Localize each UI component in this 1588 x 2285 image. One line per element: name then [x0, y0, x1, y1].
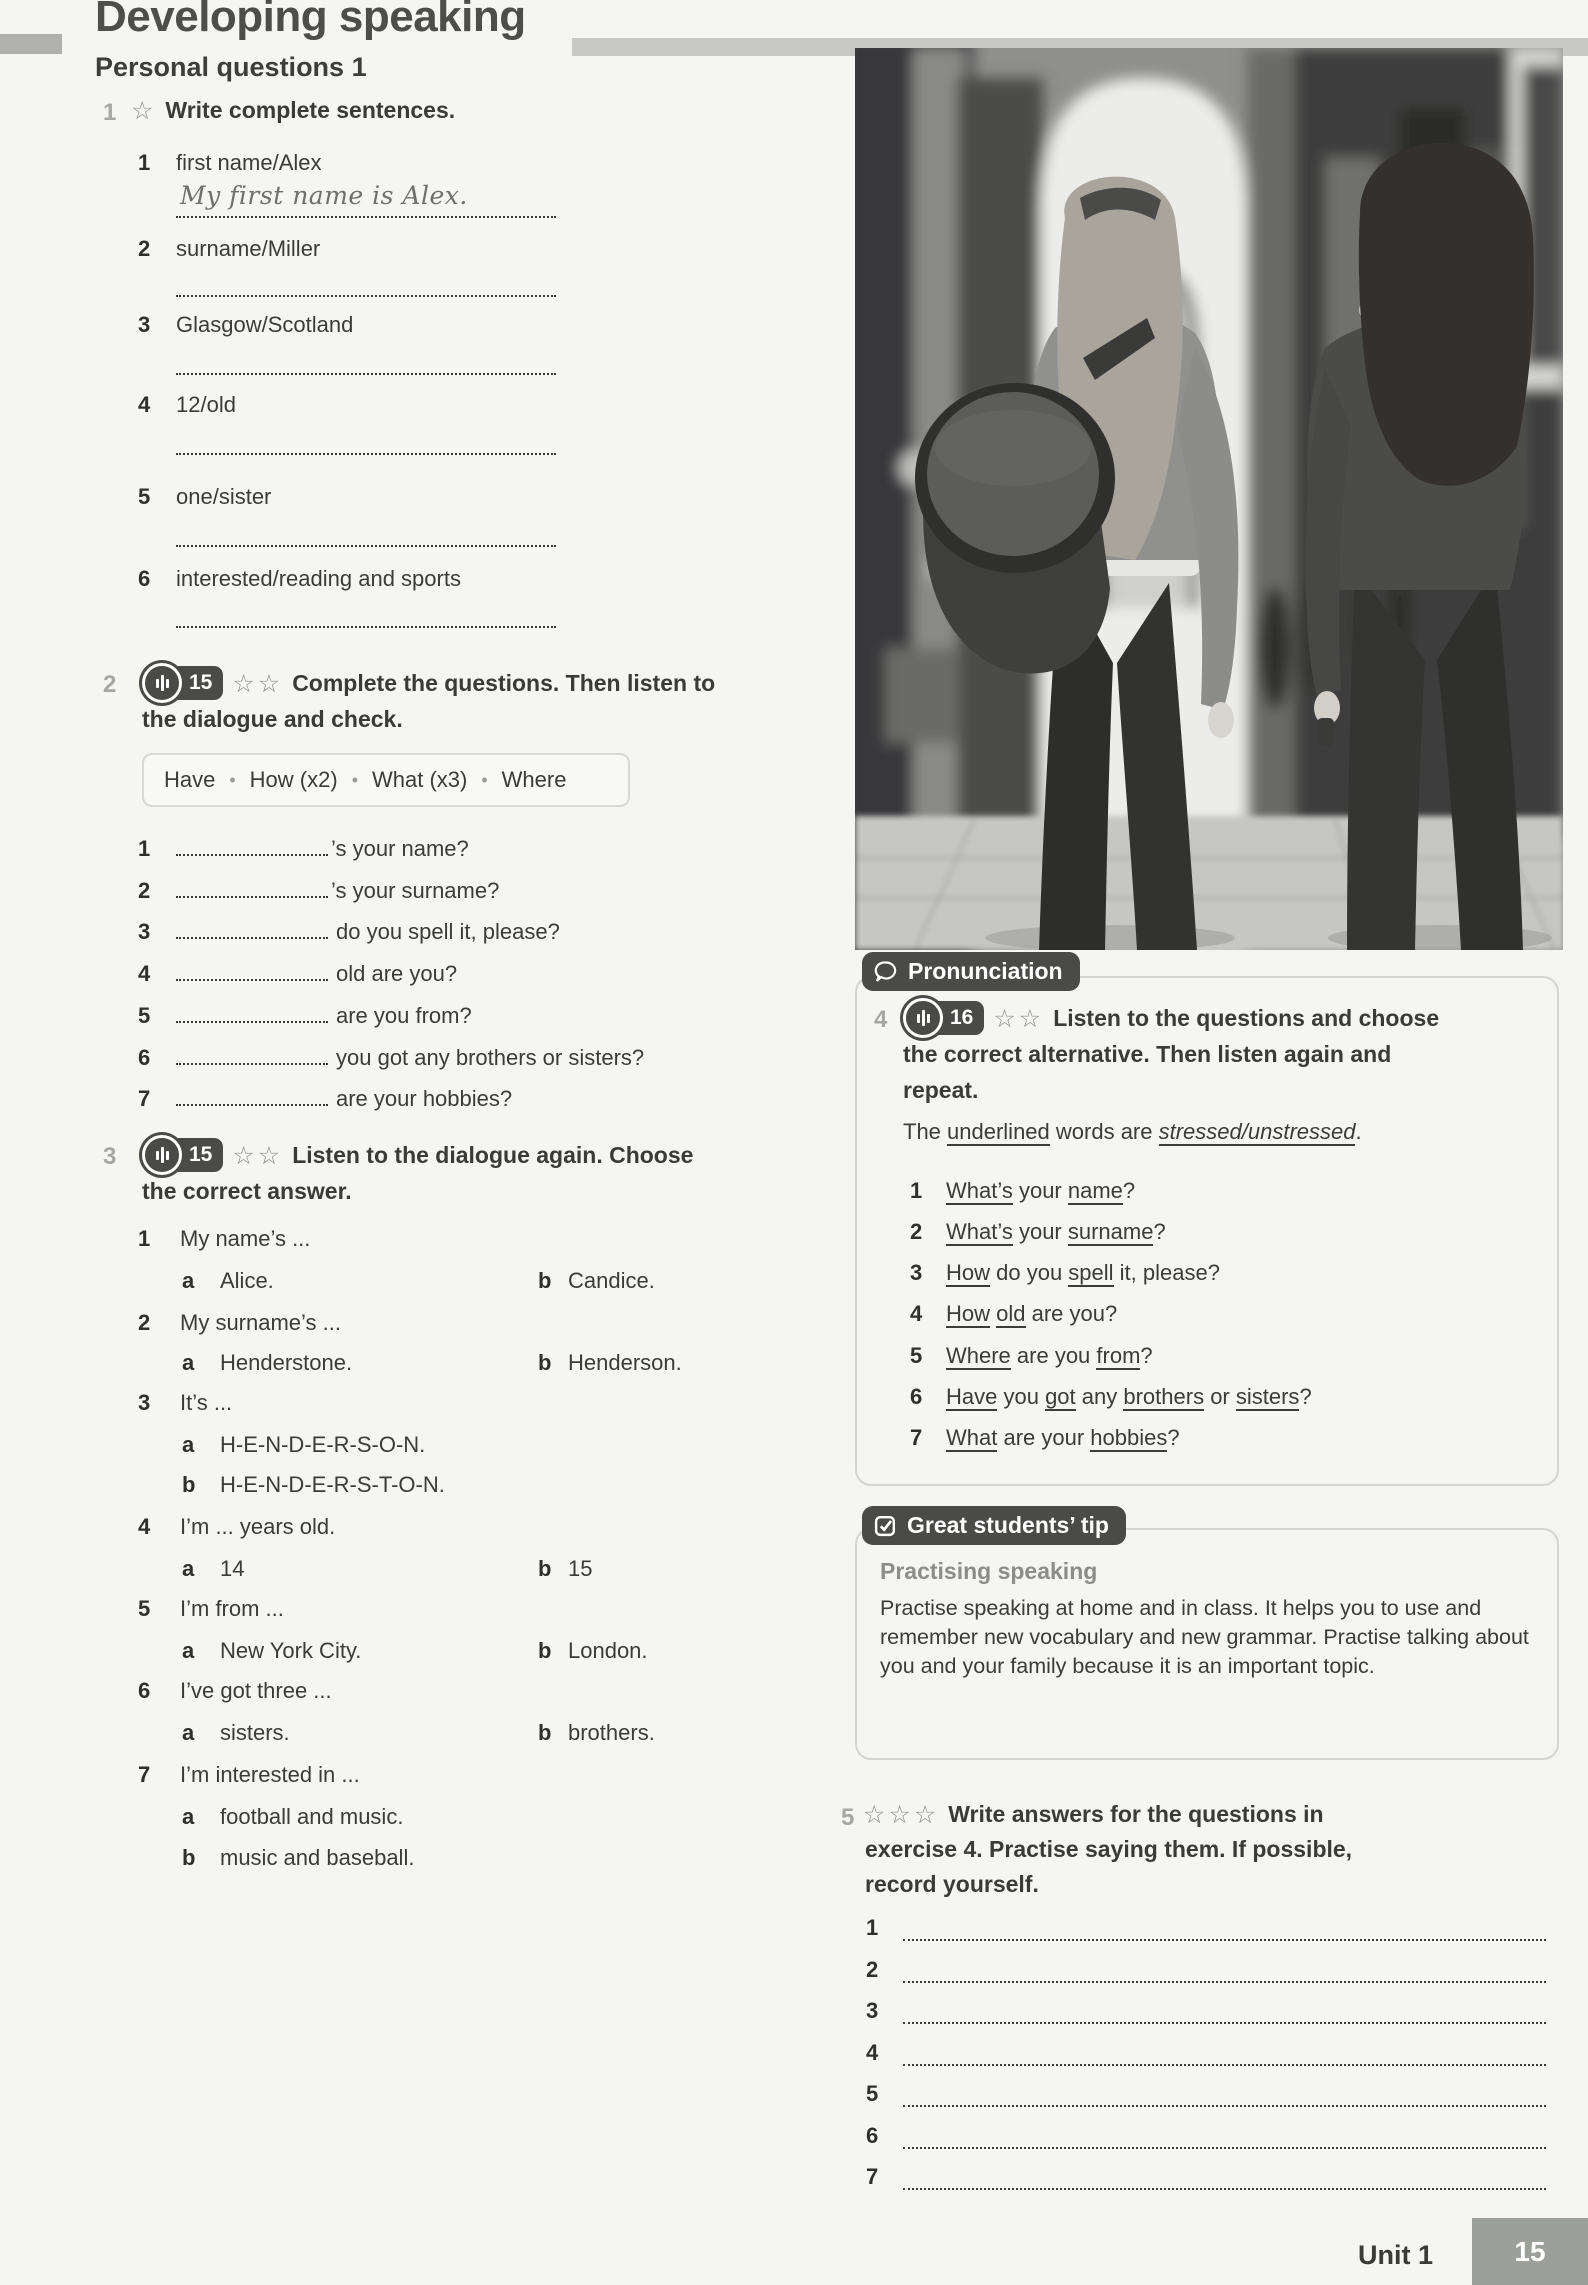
option-b: b music and baseball. [182, 1845, 415, 1870]
option-a: a Henderstone. [182, 1350, 353, 1375]
answer-row: 6 [866, 2121, 1546, 2149]
audio-track-badge [142, 1138, 223, 1172]
exercise5-instruction-line1: Write answers for the questions in [948, 1801, 1324, 1827]
audio-track-badge [142, 666, 223, 700]
option-b: b brothers. [538, 1720, 655, 1745]
option-b: b Candice. [538, 1268, 655, 1293]
answer-blank [176, 1043, 328, 1065]
answer-line [903, 2162, 1546, 2190]
item-prompt: one/sister [176, 484, 272, 509]
mc-stem: 1 My name’s ... [138, 1226, 311, 1251]
speaker-icon [142, 1135, 182, 1175]
item-number: 2 [138, 236, 151, 261]
speaker-icon [142, 663, 182, 703]
item-number: 5 [138, 484, 151, 509]
exercise4-instruction-line2: the correct alternative. Then listen again and [903, 1041, 1392, 1067]
answer-line [176, 291, 556, 297]
question-row: 6 you got any brothers or sisters? [138, 1045, 645, 1070]
pron-question: 5 Where are you from? [910, 1343, 1153, 1368]
answer-blank [176, 876, 328, 898]
answer-line [176, 212, 556, 218]
answer-line [903, 2038, 1546, 2066]
answer-line [903, 2079, 1546, 2107]
answer-line [176, 622, 556, 628]
difficulty-stars-icon: ☆☆ [232, 1140, 284, 1170]
pron-question: 3 How do you spell it, please? [910, 1260, 1220, 1285]
exercise4-note: The underlined words are stressed/unstressed. [903, 1119, 1362, 1144]
footer-page-box [1472, 2218, 1588, 2285]
header-dash [0, 34, 62, 54]
pron-question: 4 How old are you? [910, 1301, 1118, 1326]
item-number: 3 [138, 312, 151, 337]
exercise4-number: 4 [874, 1006, 888, 1033]
photo-two-girls-walking [855, 48, 1563, 950]
exercise2-number: 2 [103, 671, 117, 698]
word-bank-word: How (x2) [249, 767, 338, 792]
item-prompt: 12/old [176, 392, 236, 417]
mc-stem: 5 I’m from ... [138, 1596, 284, 1621]
answer-line [176, 541, 556, 547]
section-title: Personal questions 1 [95, 52, 367, 82]
mc-stem: 2 My surname’s ... [138, 1310, 341, 1335]
answer-line [903, 1955, 1546, 1983]
item-prompt: surname/Miller [176, 236, 321, 261]
exercise2-instruction-line2: the dialogue and check. [142, 706, 403, 732]
difficulty-stars-icon: ☆☆☆ [863, 1800, 940, 1829]
question-row: 1 ’s your name? [138, 836, 469, 861]
exercise5-instruction-line3: record yourself. [865, 1871, 1039, 1897]
pronunciation-badge: Pronunciation [862, 952, 1080, 991]
item-prompt: interested/reading and sports [176, 566, 461, 591]
question-row: 3 do you spell it, please? [138, 919, 560, 944]
difficulty-stars-icon: ☆☆ [232, 668, 284, 698]
footer-unit-label: Unit 1 [1358, 2240, 1434, 2270]
question-row: 4 old are you? [138, 961, 458, 986]
difficulty-stars-icon: ☆☆ [993, 1003, 1045, 1033]
exercise3-number: 3 [103, 1143, 117, 1170]
mc-stem: 3 It’s ... [138, 1390, 233, 1415]
option-a: a New York City. [182, 1638, 362, 1663]
dot-separator: • [229, 769, 236, 790]
question-row: 7 are your hobbies? [138, 1086, 513, 1111]
mc-stem: 4 I’m ... years old. [138, 1514, 336, 1539]
answer-row: 4 [866, 2038, 1546, 2066]
audio-track-number: 15 [189, 1143, 213, 1166]
pron-question: 6 Have you got any brothers or sisters? [910, 1384, 1312, 1409]
audio-track-badge [903, 1001, 984, 1035]
mc-stem: 6 I’ve got three ... [138, 1678, 332, 1703]
exercise1-instruction: Write complete sentences. [165, 97, 456, 123]
tip-heading: Practising speaking [880, 1558, 1098, 1584]
exercise4-instruction-line3: repeat. [903, 1077, 979, 1103]
answer-line [176, 449, 556, 455]
answer-blank [176, 1084, 328, 1106]
answer-blank [176, 917, 328, 939]
handwritten-answer: My first name is Alex. [180, 181, 468, 210]
item-prompt: first name/Alex [176, 150, 322, 175]
option-b: b 15 [538, 1556, 593, 1581]
exercise5-number: 5 [841, 1804, 855, 1831]
exercise4-instruction-line1: Listen to the questions and choose [1053, 1004, 1440, 1031]
option-a: a 14 [182, 1556, 245, 1581]
answer-blank [176, 959, 328, 981]
option-b: b London. [538, 1638, 648, 1663]
speaker-icon [903, 998, 943, 1038]
exercise5-instruction-line2: exercise 4. Practise saying them. If possible, [865, 1836, 1353, 1862]
word-bank [142, 753, 630, 807]
answer-line [903, 2121, 1546, 2149]
option-b: b H-E-N-D-E-R-S-T-O-N. [182, 1472, 445, 1497]
exercise1-number: 1 [103, 99, 117, 126]
pron-question: 7 What are your hobbies? [910, 1425, 1180, 1450]
item-number: 1 [138, 150, 151, 175]
audio-track-number: 15 [189, 671, 213, 694]
question-row: 5 are you from? [138, 1003, 472, 1028]
page-title: Developing speaking [95, 0, 526, 41]
answer-blank [176, 834, 328, 856]
option-b: b Henderson. [538, 1350, 682, 1375]
answer-line [903, 1913, 1546, 1941]
speech-bubble-icon [873, 959, 899, 985]
option-a: a Alice. [182, 1268, 274, 1293]
word-bank-word: Have [164, 767, 216, 792]
exercise3-instruction-line2: the correct answer. [142, 1178, 352, 1204]
audio-track-number: 16 [950, 1006, 974, 1029]
option-a: a sisters. [182, 1720, 290, 1745]
footer-page-number: 15 [1514, 2235, 1546, 2267]
exercise2-instruction-line1: Complete the questions. Then listen to [292, 669, 716, 696]
item-number: 4 [138, 392, 151, 417]
option-a: a H-E-N-D-E-R-S-O-N. [182, 1432, 426, 1457]
dot-separator: • [481, 769, 488, 790]
checkbox-check-icon [873, 1513, 898, 1538]
answer-line [176, 369, 556, 375]
word-bank-word: What (x3) [372, 767, 468, 792]
tip-badge: Great students’ tip [862, 1506, 1126, 1545]
answer-line [903, 1996, 1546, 2024]
answer-blank [176, 1001, 328, 1023]
item-prompt: Glasgow/Scotland [176, 312, 354, 337]
difficulty-star-icon: ☆ [131, 96, 157, 125]
word-bank-word: Where [501, 767, 567, 792]
tip-body: Practise speaking at home and in class. It helps you to use and remember new vocabulary and new grammar. Practise talking about you and your family because it is an important topic. [880, 1596, 1529, 1678]
question-row: 2 ’s your surname? [138, 878, 500, 903]
answer-row: 5 [866, 2079, 1546, 2107]
option-a: a football and music. [182, 1804, 404, 1829]
answer-row: 1 [866, 1913, 1546, 1941]
answer-row: 7 [866, 2162, 1546, 2190]
exercise3-instruction-line1: Listen to the dialogue again. Choose [292, 1141, 694, 1168]
item-number: 6 [138, 566, 151, 591]
answer-row: 3 [866, 1996, 1546, 2024]
pron-question: 1 What’s your name? [910, 1178, 1136, 1203]
mc-stem: 7 I’m interested in ... [138, 1762, 360, 1787]
pron-question: 2 What’s your surname? [910, 1219, 1166, 1244]
dot-separator: • [351, 769, 358, 790]
answer-row: 2 [866, 1955, 1546, 1983]
